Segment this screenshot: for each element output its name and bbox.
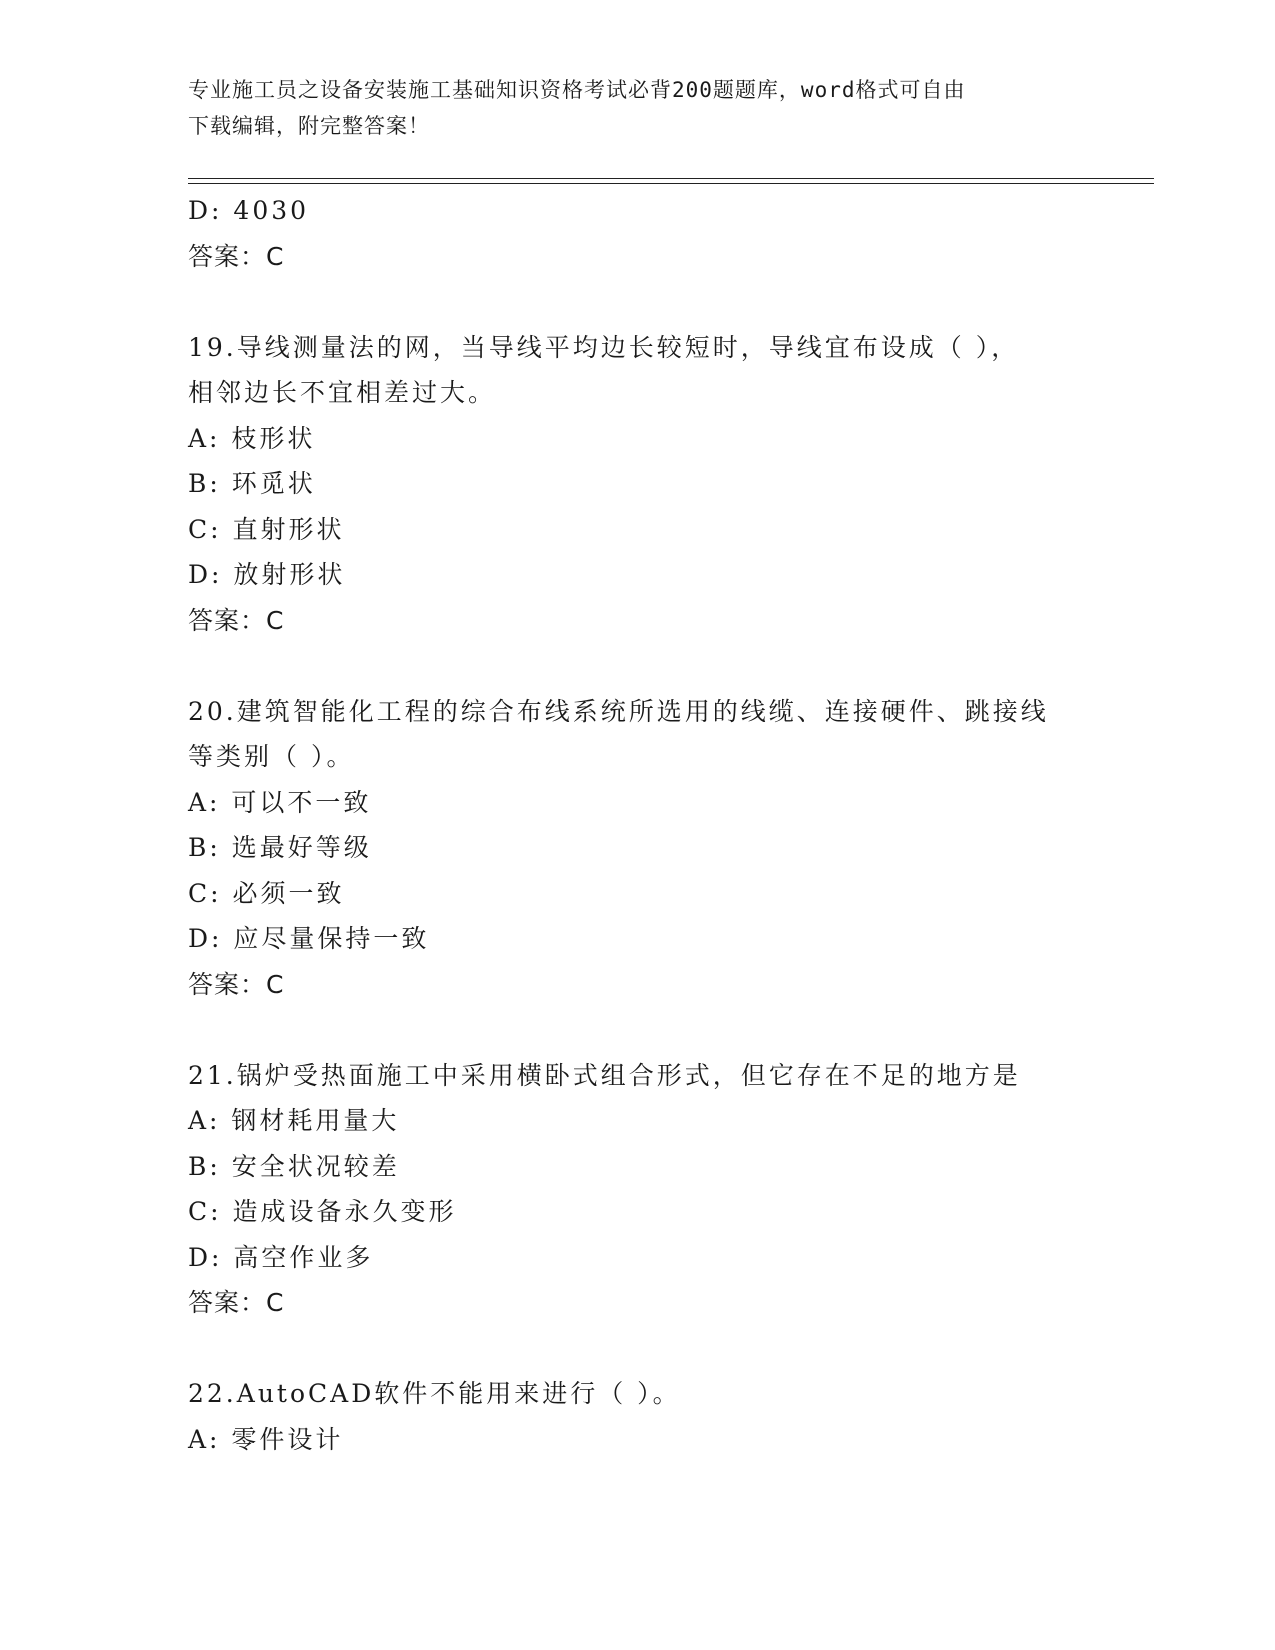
option-d: D: 应尽量保持一致	[188, 924, 430, 953]
question-stem: 19.导线测量法的网，当导线平均边长较短时，导线宜布设成（ ），	[188, 332, 1020, 362]
question-stem: 21.锅炉受热面施工中采用横卧式组合形式，但它存在不足的地方是	[188, 1060, 1021, 1090]
answer-line: 答案：C	[188, 241, 285, 271]
question-stem: 22.AutoCAD软件不能用来进行（ ）。	[188, 1379, 681, 1408]
option-d: D: 4030	[188, 196, 310, 225]
header-line-2: 下载编辑，附完整答案！	[188, 114, 430, 138]
question-21	[188, 1053, 1148, 1326]
option-d: D: 放射形状	[188, 560, 346, 589]
question-stem: 等类别（ ）。	[188, 742, 355, 771]
option-c: C: 必须一致	[188, 878, 345, 908]
option-a: A: 可以不一致	[188, 787, 372, 817]
option-c: C: 直射形状	[188, 514, 345, 544]
spacer	[188, 1326, 1148, 1372]
header-divider-top	[188, 178, 1154, 179]
question-list	[188, 188, 1148, 1462]
option-b: B: 环觅状	[188, 469, 316, 498]
option-a: A: 零件设计	[188, 1424, 344, 1454]
option-a: A: 枝形状	[188, 423, 316, 453]
option-a: A: 钢材耗用量大	[188, 1106, 400, 1135]
question-22	[188, 1371, 1148, 1462]
question-stem: 20.建筑智能化工程的综合布线系统所选用的线缆、连接硬件、跳接线	[188, 696, 1049, 726]
answer-line: 答案：C	[188, 1288, 285, 1317]
option-b: B: 选最好等级	[188, 833, 372, 862]
answer-line: 答案：C	[188, 605, 285, 635]
header-line-1: 专业施工员之设备安装施工基础知识资格考试必背200题题库，word格式可自由	[188, 78, 966, 102]
answer-line: 答案：C	[188, 969, 285, 999]
question-19	[188, 325, 1148, 644]
question-20	[188, 689, 1148, 1008]
option-b: B: 安全状况较差	[188, 1151, 400, 1181]
option-c: C: 造成设备永久变形	[188, 1197, 457, 1226]
question-stem: 相邻边长不宜相差过大。	[188, 378, 497, 407]
header-divider-bottom	[188, 183, 1154, 184]
spacer	[188, 643, 1148, 689]
spacer	[188, 1007, 1148, 1053]
document-header	[188, 72, 1068, 144]
spacer	[188, 279, 1148, 325]
option-d: D: 高空作业多	[188, 1242, 374, 1272]
previous-question-tail	[188, 188, 1148, 279]
